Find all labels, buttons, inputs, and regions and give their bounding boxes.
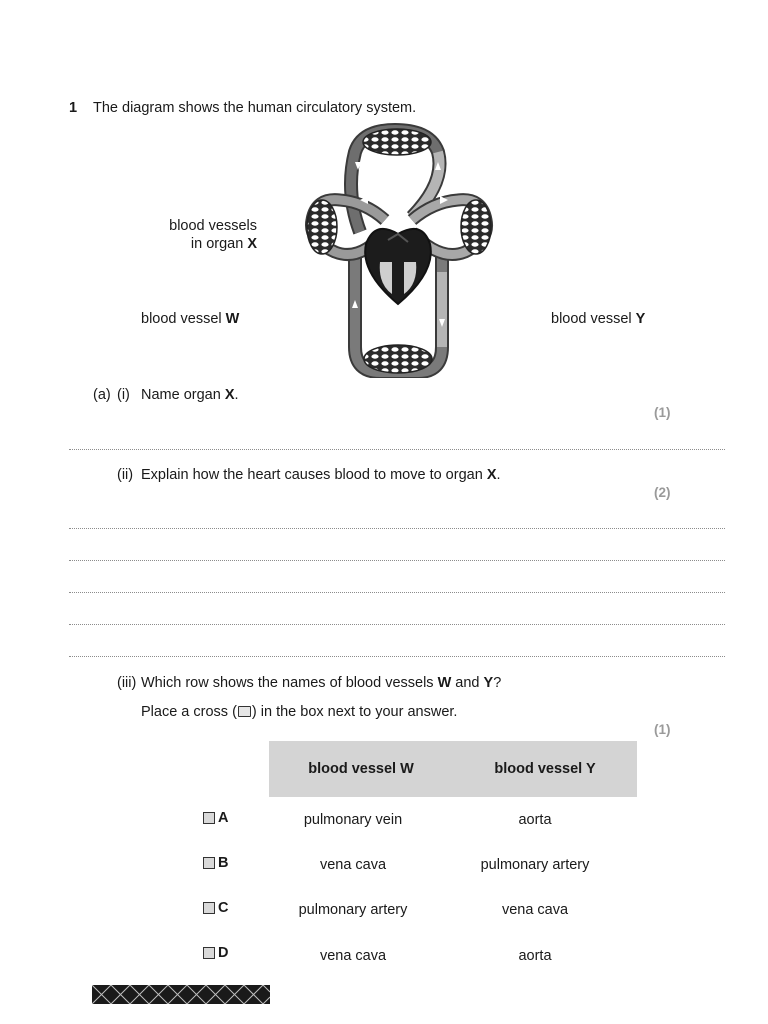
question-stem: The diagram shows the human circulatory system.	[93, 100, 417, 116]
heart	[365, 229, 431, 304]
answer-line-a-ii-5[interactable]	[69, 656, 725, 657]
part-a-iii-question: Which row shows the names of blood vessels W and Y?	[141, 675, 502, 691]
row-d-vessel-w: vena cava	[319, 948, 387, 964]
checkbox-d[interactable]	[203, 947, 215, 959]
label-blood-vessel-w: blood vessel W	[141, 311, 240, 327]
do-not-write-area	[92, 985, 270, 1004]
organ-x-capillaries	[307, 200, 337, 254]
label-organ-x-line2: in organ X	[190, 236, 257, 252]
option-a[interactable]: A	[203, 810, 228, 826]
answer-line-a-ii-4[interactable]	[69, 624, 725, 625]
answer-line-a-ii-3[interactable]	[69, 592, 725, 593]
question-number: 1	[69, 100, 78, 116]
head-capillaries	[363, 129, 431, 155]
label-organ-x-line1: blood vessels	[169, 218, 257, 234]
answer-line-a-ii-1[interactable]	[69, 528, 725, 529]
circulatory-system-diagram	[300, 122, 500, 378]
part-a-iii-label: (iii)	[117, 675, 137, 691]
row-b-vessel-y: pulmonary artery	[480, 857, 590, 873]
part-a-i-question: Name organ X.	[141, 387, 239, 403]
checkbox-a[interactable]	[203, 812, 215, 824]
option-c[interactable]: C	[203, 900, 228, 916]
answer-line-a-i-1[interactable]	[69, 449, 725, 450]
part-a-iii-instruction: Place a cross ( ) in the box next to your answer.	[141, 704, 458, 720]
row-a-vessel-y: aorta	[518, 812, 552, 828]
checkbox-c[interactable]	[203, 902, 215, 914]
part-a-ii-marks: (2)	[654, 485, 671, 500]
part-a-i-label: (i)	[117, 387, 130, 403]
table-header-w: blood vessel W	[308, 761, 414, 777]
part-a-i-marks: (1)	[654, 405, 671, 420]
cross-box-icon	[238, 706, 251, 717]
label-blood-vessel-y: blood vessel Y	[551, 311, 646, 327]
option-b[interactable]: B	[203, 855, 228, 871]
checkbox-b[interactable]	[203, 857, 215, 869]
part-a-ii-question: Explain how the heart causes blood to move to organ X.	[141, 467, 501, 483]
part-a-iii-marks: (1)	[654, 722, 671, 737]
part-a-label: (a)	[93, 387, 111, 403]
row-a-vessel-w: pulmonary vein	[303, 812, 403, 828]
row-d-vessel-y: aorta	[518, 948, 552, 964]
right-lung-capillaries	[461, 200, 491, 254]
part-a-ii-label: (ii)	[117, 467, 134, 483]
row-b-vessel-w: vena cava	[319, 857, 387, 873]
option-d[interactable]: D	[203, 945, 228, 961]
body-capillaries	[364, 345, 432, 373]
row-c-vessel-y: vena cava	[501, 902, 569, 918]
table-header-y: blood vessel Y	[494, 761, 596, 777]
row-c-vessel-w: pulmonary artery	[298, 902, 408, 918]
answer-line-a-ii-2[interactable]	[69, 560, 725, 561]
